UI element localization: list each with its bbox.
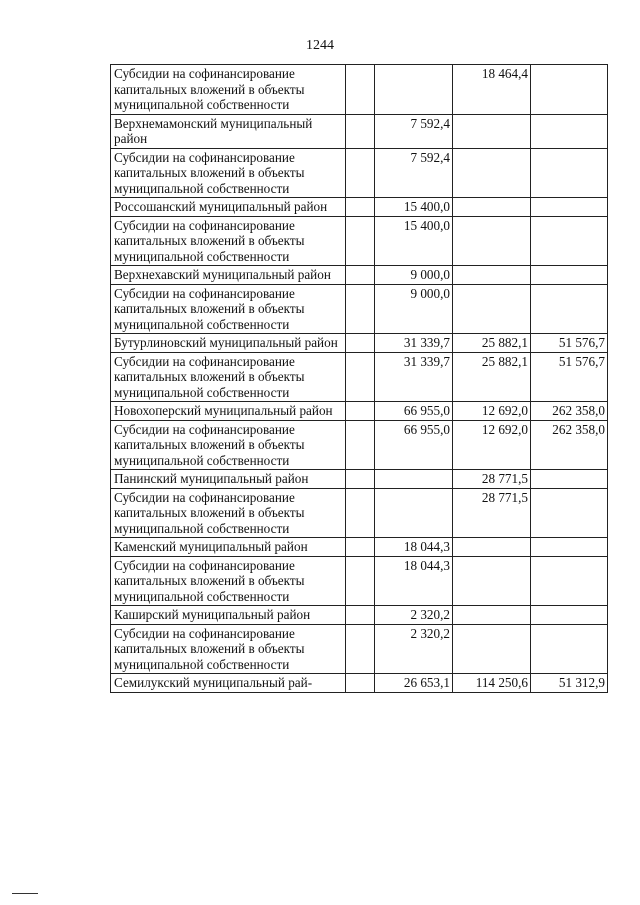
row-value-1: 9 000,0 — [375, 266, 453, 285]
table-row — [111, 65, 608, 115]
table-row — [111, 334, 608, 353]
row-name: Субсидии на софинансирование капитальных вложений в объекты муниципальной собственности — [111, 556, 346, 606]
row-value-1: 66 955,0 — [375, 420, 453, 470]
row-value-3: 262 358,0 — [531, 402, 608, 421]
row-value-2: 28 771,5 — [453, 470, 531, 489]
row-empty-cell — [346, 538, 375, 557]
table-row — [111, 470, 608, 489]
table-row — [111, 198, 608, 217]
row-value-1 — [375, 488, 453, 538]
table-row — [111, 606, 608, 625]
row-value-2: 25 882,1 — [453, 334, 531, 353]
row-value-2 — [453, 284, 531, 334]
row-value-2 — [453, 198, 531, 217]
row-name: Субсидии на софинансирование капитальных вложений в объекты муниципальной собственности — [111, 65, 346, 115]
row-empty-cell — [346, 114, 375, 148]
row-value-1: 7 592,4 — [375, 114, 453, 148]
table-row — [111, 556, 608, 606]
table-row — [111, 216, 608, 266]
row-value-2: 12 692,0 — [453, 402, 531, 421]
row-name: Россошанский муниципальный район — [111, 198, 346, 217]
row-name: Субсидии на софинансирование капитальных вложений в объекты муниципальной собственности — [111, 352, 346, 402]
row-empty-cell — [346, 198, 375, 217]
table-row — [111, 148, 608, 198]
row-value-3: 51 312,9 — [531, 674, 608, 693]
row-name: Субсидии на софинансирование капитальных вложений в объекты муниципальной собственности — [111, 624, 346, 674]
row-value-3 — [531, 114, 608, 148]
row-value-1: 66 955,0 — [375, 402, 453, 421]
table-row — [111, 674, 608, 693]
row-name: Субсидии на софинансирование капитальных вложений в объекты муниципальной собственности — [111, 488, 346, 538]
row-empty-cell — [346, 65, 375, 115]
row-empty-cell — [346, 402, 375, 421]
row-value-1: 18 044,3 — [375, 556, 453, 606]
table-row — [111, 624, 608, 674]
row-empty-cell — [346, 624, 375, 674]
page-number: 1244 — [306, 38, 334, 53]
row-value-3 — [531, 488, 608, 538]
row-empty-cell — [346, 470, 375, 489]
row-value-2: 12 692,0 — [453, 420, 531, 470]
row-empty-cell — [346, 556, 375, 606]
row-name: Каширский муниципальный район — [111, 606, 346, 625]
row-value-2 — [453, 216, 531, 266]
row-value-3 — [531, 266, 608, 285]
row-value-3: 51 576,7 — [531, 334, 608, 353]
row-value-1: 15 400,0 — [375, 216, 453, 266]
row-value-1 — [375, 65, 453, 115]
row-empty-cell — [346, 148, 375, 198]
row-value-3: 262 358,0 — [531, 420, 608, 470]
row-value-3 — [531, 148, 608, 198]
row-name: Субсидии на софинансирование капитальных вложений в объекты муниципальной собственности — [111, 420, 346, 470]
row-name: Субсидии на софинансирование капитальных вложений в объекты муниципальной собственности — [111, 284, 346, 334]
row-name: Верхнехавский муниципальный район — [111, 266, 346, 285]
row-value-1: 7 592,4 — [375, 148, 453, 198]
row-empty-cell — [346, 352, 375, 402]
row-name: Верхнемамонский муниципальный район — [111, 114, 346, 148]
row-value-1: 2 320,2 — [375, 606, 453, 625]
row-value-2 — [453, 148, 531, 198]
row-value-2: 25 882,1 — [453, 352, 531, 402]
row-value-2 — [453, 266, 531, 285]
row-value-3 — [531, 65, 608, 115]
row-value-3 — [531, 538, 608, 557]
row-value-2 — [453, 606, 531, 625]
row-value-2: 18 464,4 — [453, 65, 531, 115]
row-value-3 — [531, 284, 608, 334]
row-empty-cell — [346, 334, 375, 353]
row-value-1: 9 000,0 — [375, 284, 453, 334]
row-value-3 — [531, 216, 608, 266]
row-value-1: 26 653,1 — [375, 674, 453, 693]
row-value-3 — [531, 198, 608, 217]
row-value-1: 2 320,2 — [375, 624, 453, 674]
row-value-2: 28 771,5 — [453, 488, 531, 538]
row-empty-cell — [346, 266, 375, 285]
row-value-3 — [531, 624, 608, 674]
row-value-1: 15 400,0 — [375, 198, 453, 217]
row-value-1 — [375, 470, 453, 489]
row-name: Панинский муниципальный район — [111, 470, 346, 489]
table-row — [111, 284, 608, 334]
row-name: Субсидии на софинансирование капитальных вложений в объекты муниципальной собственности — [111, 216, 346, 266]
row-value-2 — [453, 538, 531, 557]
row-value-2 — [453, 624, 531, 674]
budget-table — [110, 64, 608, 693]
table-row — [111, 402, 608, 421]
row-empty-cell — [346, 606, 375, 625]
row-value-2 — [453, 556, 531, 606]
footer-divider — [12, 893, 38, 894]
row-value-3 — [531, 470, 608, 489]
row-value-2: 114 250,6 — [453, 674, 531, 693]
row-value-2 — [453, 114, 531, 148]
table-row — [111, 538, 608, 557]
table-row — [111, 266, 608, 285]
row-name: Каменский муниципальный район — [111, 538, 346, 557]
row-name: Субсидии на софинансирование капитальных вложений в объекты муниципальной собственности — [111, 148, 346, 198]
row-empty-cell — [346, 674, 375, 693]
row-empty-cell — [346, 284, 375, 334]
row-value-3: 51 576,7 — [531, 352, 608, 402]
row-name: Бутурлиновский муниципальный район — [111, 334, 346, 353]
row-empty-cell — [346, 488, 375, 538]
row-value-3 — [531, 556, 608, 606]
table-row — [111, 488, 608, 538]
row-name: Новохоперский муниципальный район — [111, 402, 346, 421]
row-empty-cell — [346, 216, 375, 266]
row-value-3 — [531, 606, 608, 625]
row-empty-cell — [346, 420, 375, 470]
row-value-1: 31 339,7 — [375, 334, 453, 353]
table-row — [111, 420, 608, 470]
row-name: Семилукский муниципальный рай- — [111, 674, 346, 693]
row-value-1: 18 044,3 — [375, 538, 453, 557]
table-row — [111, 114, 608, 148]
row-value-1: 31 339,7 — [375, 352, 453, 402]
table-row — [111, 352, 608, 402]
